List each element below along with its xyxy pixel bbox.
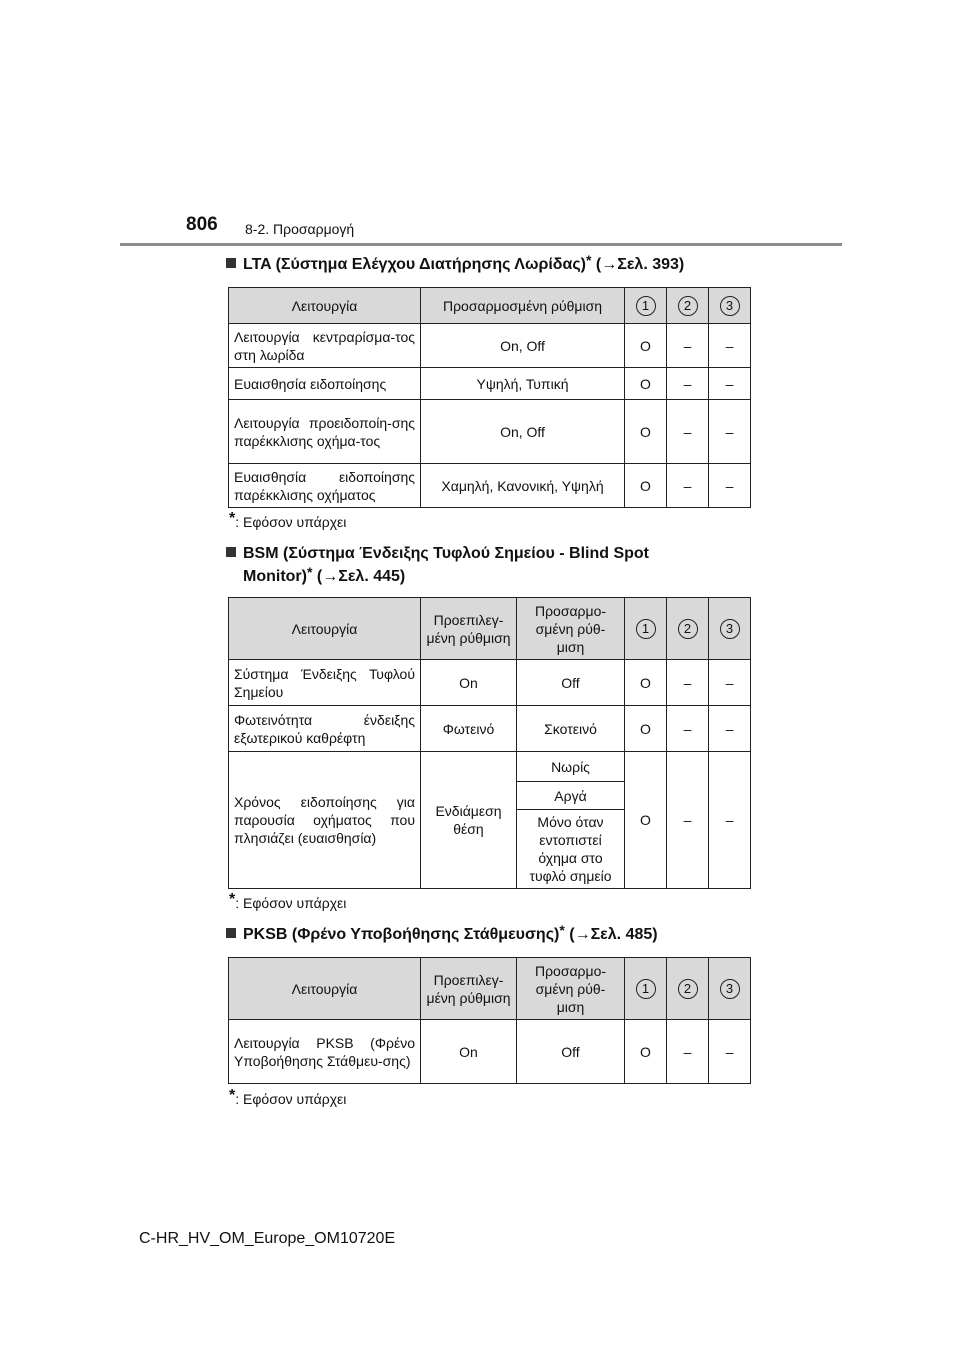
page-ref: (→Σελ. 393) xyxy=(595,256,685,273)
cell-function: Σύστημα Ένδειξης Τυφλού Σημείου xyxy=(229,660,421,706)
cell-option-blind-spot: Μόνο όταν εντοπιστεί όχημα στο τυφλό σημείο xyxy=(517,810,625,889)
section-heading-pksb xyxy=(226,923,658,946)
bullet-square-icon xyxy=(226,258,236,268)
footnote: *: Εφόσον υπάρχει xyxy=(229,891,347,911)
section-title: LTA (Σύστημα Ελέγχου Διατήρησης Λωρίδας) xyxy=(243,256,586,273)
cell-function: Φωτεινότητα ένδειξης εξωτερικού καθρέφτη xyxy=(229,706,421,752)
col-header-2 xyxy=(667,288,709,324)
circled-3-icon: 3 xyxy=(720,296,740,316)
col-header-custom: Προσαρμο-σμένη ρύθ-μιση xyxy=(517,598,625,660)
table-header-row xyxy=(229,288,751,324)
cell-custom: Off xyxy=(517,660,625,706)
col-header-2 xyxy=(667,598,709,660)
col-header-3 xyxy=(709,598,751,660)
col-header-3 xyxy=(709,288,751,324)
circled-2-icon: 2 xyxy=(678,979,698,999)
col-header-default: Προεπιλεγ-μένη ρύθμιση xyxy=(421,958,517,1020)
cell-3: – xyxy=(709,1020,751,1084)
cell-setting: Υψηλή, Τυπική xyxy=(421,368,625,400)
cell-3: – xyxy=(709,368,751,400)
cell-2: – xyxy=(667,324,709,368)
cell-1: O xyxy=(625,464,667,508)
col-header-3 xyxy=(709,958,751,1020)
table-row xyxy=(229,324,751,368)
cell-1: O xyxy=(625,368,667,400)
bsm-table xyxy=(228,597,751,889)
cell-2: – xyxy=(667,464,709,508)
cell-1: O xyxy=(625,706,667,752)
cell-option-early: Νωρίς xyxy=(517,752,625,782)
cell-1: O xyxy=(625,752,667,889)
footnote-text: : Εφόσον υπάρχει xyxy=(235,514,347,530)
circled-1-icon: 1 xyxy=(636,296,656,316)
page-number: 806 xyxy=(186,214,218,235)
cell-1: O xyxy=(625,324,667,368)
cell-default: On xyxy=(421,1020,517,1084)
section-title: PKSB (Φρένο Υποβοήθησης Στάθμευσης) xyxy=(243,926,560,943)
cell-option-late: Αργά xyxy=(517,782,625,810)
document-id: C-HR_HV_OM_Europe_OM10720E xyxy=(139,1230,396,1247)
table-header-row xyxy=(229,958,751,1020)
asterisk: * xyxy=(559,922,565,938)
cell-function: Λειτουργία PKSB (Φρένο Υποβοήθησης Στάθμευ-σης) xyxy=(229,1020,421,1084)
header-rule xyxy=(120,243,842,246)
cell-1: O xyxy=(625,400,667,464)
cell-3: – xyxy=(709,752,751,889)
cell-1: O xyxy=(625,660,667,706)
col-header-1 xyxy=(625,598,667,660)
table-row xyxy=(229,464,751,508)
table-row xyxy=(229,400,751,464)
footnote: *: Εφόσον υπάρχει xyxy=(229,510,347,530)
bullet-square-icon xyxy=(226,928,236,938)
cell-function: Λειτουργία προειδοποίη-σης παρέκκλισης οχήμα-τος xyxy=(229,400,421,464)
col-header-function: Λειτουργία xyxy=(229,288,421,324)
col-header-1 xyxy=(625,288,667,324)
bullet-square-icon xyxy=(226,547,236,557)
circled-2-icon: 2 xyxy=(678,619,698,639)
col-header-function: Λειτουργία xyxy=(229,598,421,660)
circled-1-icon: 1 xyxy=(636,619,656,639)
section-title-line1: BSM (Σύστημα Ένδειξης Τυφλού Σημείου - Blind Spot xyxy=(243,545,649,562)
table-row xyxy=(229,706,751,752)
cell-setting: Χαμηλή, Κανονική, Υψηλή xyxy=(421,464,625,508)
cell-function: Ευαισθησία ειδοποίησης παρέκκλισης οχήματος xyxy=(229,464,421,508)
cell-default: Ενδιάμεση θέση xyxy=(421,752,517,889)
table-row xyxy=(229,1020,751,1084)
col-header-1 xyxy=(625,958,667,1020)
cell-2: – xyxy=(667,368,709,400)
col-header-default: Προεπιλεγ-μένη ρύθμιση xyxy=(421,598,517,660)
cell-3: – xyxy=(709,400,751,464)
page-ref: (→Σελ. 445) xyxy=(316,568,406,585)
footnote: *: Εφόσον υπάρχει xyxy=(229,1087,347,1107)
section-heading-bsm xyxy=(226,543,750,588)
col-header-custom: Προσαρμοσμένη ρύθμιση xyxy=(421,288,625,324)
cell-function: Ευαισθησία ειδοποίησης xyxy=(229,368,421,400)
circled-1-icon: 1 xyxy=(636,979,656,999)
section-title-line2: Monitor) xyxy=(243,568,307,585)
cell-3: – xyxy=(709,706,751,752)
cell-3: – xyxy=(709,464,751,508)
circled-3-icon: 3 xyxy=(720,619,740,639)
page-ref: (→Σελ. 485) xyxy=(569,926,658,943)
circled-2-icon: 2 xyxy=(678,296,698,316)
cell-setting: On, Off xyxy=(421,400,625,464)
cell-2: – xyxy=(667,706,709,752)
cell-3: – xyxy=(709,324,751,368)
cell-2: – xyxy=(667,1020,709,1084)
asterisk: * xyxy=(585,252,592,268)
cell-custom: Σκοτεινό xyxy=(517,706,625,752)
cell-2: – xyxy=(667,752,709,889)
cell-1: O xyxy=(625,1020,667,1084)
table-row xyxy=(229,752,751,782)
cell-3: – xyxy=(709,660,751,706)
cell-2: – xyxy=(667,400,709,464)
footnote-text: : Εφόσον υπάρχει xyxy=(235,1091,347,1107)
table-row xyxy=(229,660,751,706)
col-header-2 xyxy=(667,958,709,1020)
asterisk: * xyxy=(306,564,313,580)
cell-function: Λειτουργία κεντραρίσμα-τος στη λωρίδα xyxy=(229,324,421,368)
table-row xyxy=(229,368,751,400)
pksb-table xyxy=(228,957,751,1084)
cell-function: Χρόνος ειδοποίησης για παρουσία οχήματος που πλησιάζει (ευαισθησία) xyxy=(229,752,421,889)
footnote-text: : Εφόσον υπάρχει xyxy=(235,895,347,911)
col-header-function: Λειτουργία xyxy=(229,958,421,1020)
cell-setting: On, Off xyxy=(421,324,625,368)
cell-default: Φωτεινό xyxy=(421,706,517,752)
chapter-title: 8-2. Προσαρμογή xyxy=(245,221,355,237)
table-header-row xyxy=(229,598,751,660)
section-heading-lta xyxy=(226,253,684,276)
lta-table xyxy=(228,287,751,508)
cell-custom: Off xyxy=(517,1020,625,1084)
cell-default: On xyxy=(421,660,517,706)
cell-2: – xyxy=(667,660,709,706)
circled-3-icon: 3 xyxy=(720,979,740,999)
col-header-custom: Προσαρμο-σμένη ρύθ-μιση xyxy=(517,958,625,1020)
